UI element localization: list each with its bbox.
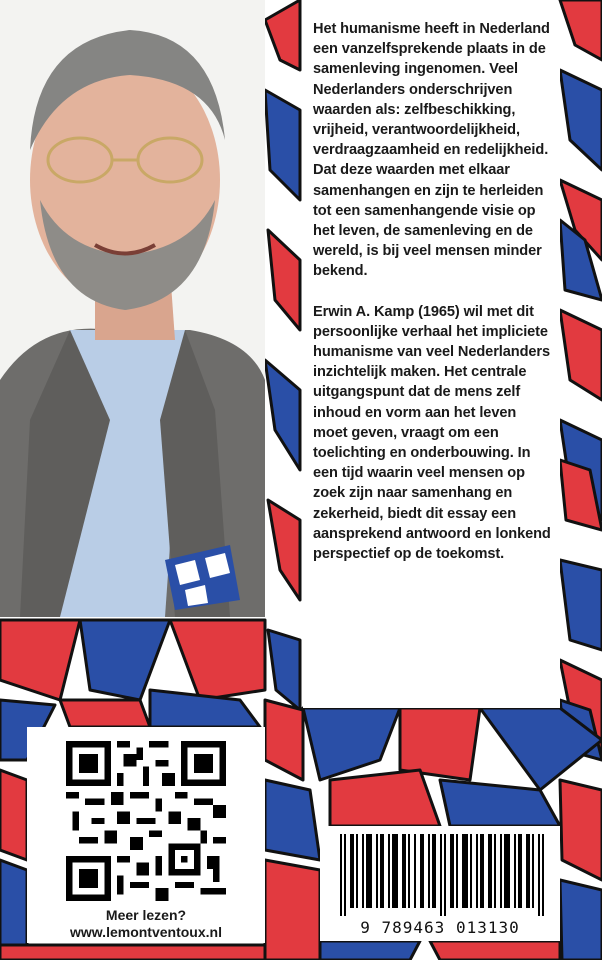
blurb-paragraph-2: Erwin A. Kamp (1965) wil met dit persoonlijke verhaal het impliciete humanisme van veel Nederlanders inzichtelijk maken. Het centrale uitgangspunt dat de mens zelf inhoud en vorm aan het leven moet geven, vraagt om een toelichting en onderbouwing. In een tijd waarin veel mensen op zoek zijn naar samenhang en zekerheid, biedt dit essay een aansprekend antwoord en lonkend perspectief op de toekomst. bbox=[313, 303, 551, 563]
back-cover-blurb bbox=[303, 13, 560, 708]
qr-caption-url[interactable]: www.lemontventoux.nl bbox=[70, 924, 222, 940]
author-photo bbox=[0, 0, 265, 617]
isbn-number: 9 789463 013130 bbox=[360, 918, 520, 937]
qr-caption-line1: Meer lezen? bbox=[105, 907, 187, 923]
blurb-paragraph-1: Het humanisme heeft in Nederland een vanzelfsprekende plaats in de samenleving ingenomen. Veel Nederlanders onderschrijven waarden als: zelfbeschikking, vrijheid, verantwoordelijkheid, verdraagzaamheid en redelijkheid. Dat deze waarden met elkaar samenhangen en zijn te herleiden tot een samenhangende visie op het leven, de samenleving en de wereld, is bij veel mensen minder bekend. bbox=[313, 21, 550, 280]
isbn-barcode-panel bbox=[320, 826, 560, 941]
qr-code-panel bbox=[27, 727, 265, 943]
isbn-barcode bbox=[340, 834, 548, 916]
qr-code[interactable] bbox=[66, 741, 226, 901]
